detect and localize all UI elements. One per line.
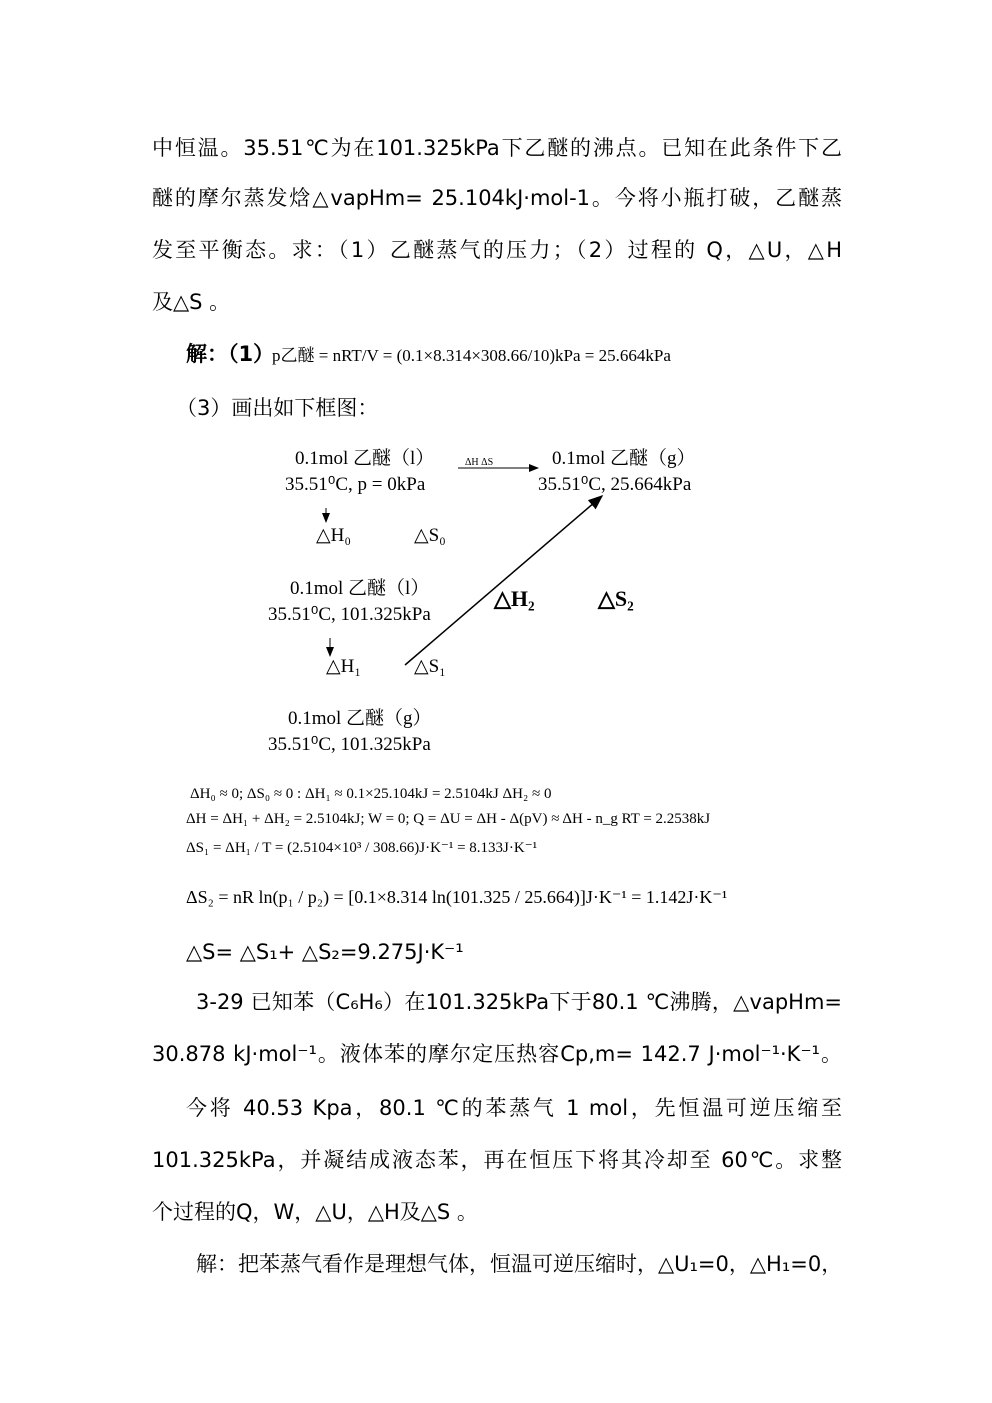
delta-label: △H₁	[326, 656, 361, 677]
equation: ΔS₂ = nR ln(p₁ / p₂) = [0.1×8.314 ln(101.325 / 25.664)]J·K⁻¹ = 1.142J·K⁻¹	[186, 887, 728, 907]
text-line: 今将 40.53 Kpa，80.1 ℃的苯蒸气 1 mol，先恒温可逆压缩至	[186, 1096, 842, 1120]
delta-label: △H₂	[494, 586, 535, 611]
formula: p乙醚 = nRT/V = (0.1×8.314×308.66/10)kPa = 25.664kPa	[272, 346, 671, 365]
delta-label: △H₀	[316, 525, 351, 546]
text-line: 解：把苯蒸气看作是理想气体，恒温可逆压缩时，△U₁=0，△H₁=0，	[196, 1252, 843, 1276]
delta-label: △S₀	[414, 525, 446, 546]
total-result: △S= △S₁+ △S₂=9.275J·K⁻¹	[186, 940, 464, 964]
text-line: 30.878 kJ·mol⁻¹。液体苯的摩尔定压热容Cp,m= 142.7 J·mol⁻¹·K⁻¹。	[152, 1042, 842, 1066]
solution-label: 解：（1）	[186, 342, 275, 366]
delta-label: △S₁	[414, 656, 446, 677]
state-label: 0.1mol 乙醚（g）	[288, 708, 432, 729]
text-line: 及△S 。	[152, 290, 231, 314]
arrow-label: ΔH ΔS	[465, 457, 494, 468]
text-line: 发至平衡态。求：（1）乙醚蒸气的压力；（2）过程的 Q，△U，△H	[152, 238, 842, 262]
text-line: 醚的摩尔蒸发焓△vapHm= 25.104kJ·mol-1。今将小瓶打破，乙醚蒸	[152, 186, 842, 210]
text-line: （3）画出如下框图：	[176, 396, 379, 420]
state-label: 0.1mol 乙醚（l）	[290, 578, 430, 599]
state-label: 35.51⁰C, p = 0kPa	[285, 474, 426, 495]
text-line: 101.325kPa，并凝结成液态苯，再在恒压下将其冷却至 60℃。求整	[152, 1148, 842, 1172]
state-label: 0.1mol 乙醚（g）	[552, 448, 696, 469]
delta-label: △S₂	[598, 586, 634, 611]
state-label: 35.51⁰C, 101.325kPa	[268, 734, 431, 755]
arrow-icon	[405, 496, 602, 665]
text-line: 3-29 已知苯（C₆H₆）在101.325kPa下于80.1 ℃沸腾，△vapHm=	[196, 990, 842, 1014]
state-label: 35.51⁰C, 101.325kPa	[268, 604, 431, 625]
equation: ΔH = ΔH₁ + ΔH₂ = 2.5104kJ; W = 0; Q = ΔU = ΔH - Δ(pV) ≈ ΔH - n_g RT = 2.2538kJ	[186, 811, 711, 827]
text-line: 中恒温。35.51℃为在101.325kPa下乙醚的沸点。已知在此条件下乙	[152, 136, 842, 160]
state-label: 35.51⁰C, 25.664kPa	[538, 474, 692, 495]
text-line: 个过程的Q，W，△U，△H及△S 。	[152, 1200, 478, 1224]
equation: ΔH₀ ≈ 0; ΔS₀ ≈ 0 : ΔH₁ ≈ 0.1×25.104kJ = 2.5104kJ ΔH₂ ≈ 0	[190, 786, 552, 802]
state-label: 0.1mol 乙醚（l）	[295, 448, 435, 469]
equation: ΔS₁ = ΔH₁ / T = (2.5104×10³ / 308.66)J·K⁻¹ = 8.133J·K⁻¹	[186, 840, 538, 856]
